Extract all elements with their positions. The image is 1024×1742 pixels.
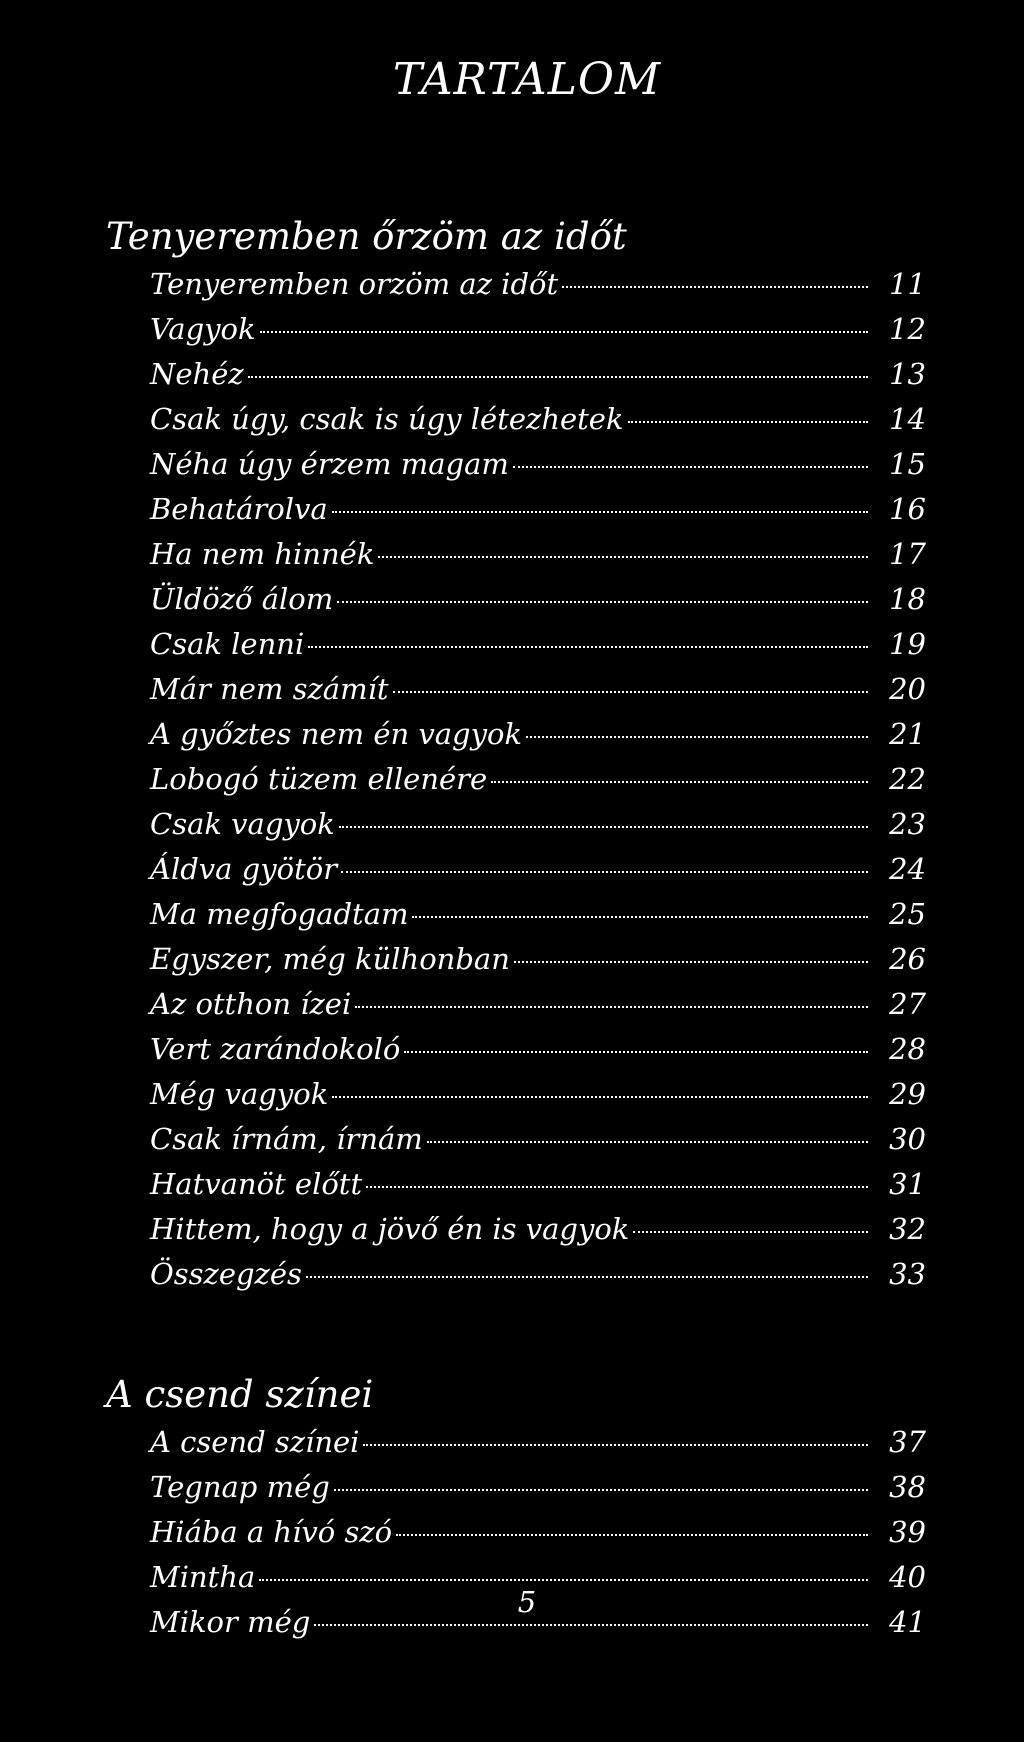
- entry-page-number: 29: [889, 1077, 926, 1111]
- entry-title: Hiába a hívó szó: [150, 1515, 393, 1549]
- entry-title: Még vagyok: [150, 1077, 329, 1111]
- dot-leader: [332, 1096, 868, 1098]
- entry-title: Behatárolva: [150, 492, 328, 526]
- entry-title: Néha úgy érzem magam: [150, 447, 509, 481]
- entry-page-number: 15: [889, 447, 926, 481]
- dot-leader: [259, 1579, 868, 1581]
- toc-entry[interactable]: [150, 1420, 926, 1465]
- toc-entry[interactable]: [150, 1072, 926, 1117]
- entry-title: Az otthon ízei: [150, 987, 352, 1021]
- entry-page-number: 41: [889, 1605, 926, 1639]
- dot-leader: [339, 826, 868, 828]
- entry-page-number: 38: [889, 1470, 926, 1504]
- entry-page-number: 18: [889, 582, 926, 616]
- entry-title: Csak írnám, írnám: [150, 1122, 423, 1156]
- dot-leader: [514, 961, 868, 963]
- dot-leader: [526, 736, 868, 738]
- toc-entry[interactable]: [150, 1252, 926, 1297]
- entry-page-number: 14: [889, 402, 926, 436]
- entry-page-number: 13: [889, 357, 926, 391]
- toc-entry[interactable]: [150, 712, 926, 757]
- dot-leader: [314, 1624, 868, 1626]
- dot-leader: [427, 1141, 868, 1143]
- entry-title: Tenyeremben orzöm az időt: [150, 267, 559, 301]
- section-heading: A csend színei: [106, 1373, 374, 1416]
- toc-section-1: [106, 212, 926, 1297]
- entry-page-number: 17: [889, 537, 926, 571]
- entry-page-number: 31: [889, 1167, 926, 1201]
- entry-title: Összegzés: [150, 1257, 302, 1291]
- entry-title: Nehéz: [150, 357, 244, 391]
- entry-title: Csak vagyok: [150, 807, 335, 841]
- entry-title: Vagyok: [150, 312, 256, 346]
- entry-title: Csak úgy, csak is úgy létezhetek: [150, 402, 624, 436]
- entry-title: Ma megfogadtam: [150, 897, 409, 931]
- entry-page-number: 16: [889, 492, 926, 526]
- entry-page-number: 20: [889, 672, 926, 706]
- entry-title: Hittem, hogy a jövő én is vagyok: [150, 1212, 630, 1246]
- entry-page-number: 32: [889, 1212, 926, 1246]
- toc-entry[interactable]: [150, 532, 926, 577]
- entry-page-number: 25: [889, 897, 926, 931]
- entry-title: Áldva gyötör: [150, 852, 338, 886]
- toc-entry-list: [106, 262, 926, 1297]
- dot-leader: [393, 691, 869, 693]
- dot-leader: [248, 376, 868, 378]
- dot-leader: [332, 511, 868, 513]
- toc-entry[interactable]: [150, 622, 926, 667]
- entry-page-number: 19: [889, 627, 926, 661]
- dot-leader: [363, 1444, 868, 1446]
- dot-leader: [337, 601, 868, 603]
- toc-entry[interactable]: [150, 1027, 926, 1072]
- entry-title: Lobogó tüzem ellenére: [150, 762, 488, 796]
- toc-entry[interactable]: [150, 847, 926, 892]
- entry-page-number: 11: [889, 267, 926, 301]
- entry-page-number: 40: [889, 1560, 926, 1594]
- entry-title: Már nem számít: [150, 672, 389, 706]
- toc-entry[interactable]: [150, 262, 926, 307]
- entry-page-number: 12: [889, 312, 926, 346]
- page-number: 5: [517, 1585, 537, 1619]
- entry-title: Vert zarándokoló: [150, 1032, 401, 1066]
- dot-leader: [308, 646, 868, 648]
- entry-page-number: 30: [889, 1122, 926, 1156]
- entry-page-number: 22: [889, 762, 926, 796]
- dot-leader: [378, 556, 868, 558]
- entry-title: Ha nem hinnék: [150, 537, 375, 571]
- toc-entry[interactable]: [150, 757, 926, 802]
- toc-entry[interactable]: [150, 1117, 926, 1162]
- entry-page-number: 24: [889, 852, 926, 886]
- entry-title: Egyszer, még külhonban: [150, 942, 510, 976]
- toc-entry[interactable]: [150, 802, 926, 847]
- section-heading: Tenyeremben őrzöm az időt: [106, 215, 627, 258]
- entry-title: Tegnap még: [150, 1470, 330, 1504]
- entry-title: Csak lenni: [150, 627, 305, 661]
- entry-title: Mintha: [150, 1560, 256, 1594]
- dot-leader: [562, 286, 868, 288]
- entry-title: Mikor még: [150, 1605, 311, 1639]
- dot-leader: [355, 1006, 868, 1008]
- toc-entry[interactable]: [150, 1510, 926, 1555]
- entry-title: Hatvanöt előtt: [150, 1167, 363, 1201]
- toc-entry[interactable]: [150, 487, 926, 532]
- entry-title: Üldöző álom: [150, 582, 334, 616]
- dot-leader: [513, 466, 868, 468]
- entry-page-number: 23: [889, 807, 926, 841]
- dot-leader: [260, 331, 868, 333]
- entry-page-number: 27: [889, 987, 926, 1021]
- entry-page-number: 37: [889, 1425, 926, 1459]
- dot-leader: [396, 1534, 868, 1536]
- toc-entry[interactable]: [150, 1465, 926, 1510]
- dot-leader: [404, 1051, 868, 1053]
- toc-entry[interactable]: [150, 1207, 926, 1252]
- toc-entry[interactable]: [150, 577, 926, 622]
- entry-title: A győztes nem én vagyok: [150, 717, 523, 751]
- entry-title: A csend színei: [150, 1425, 360, 1459]
- entry-page-number: 26: [889, 942, 926, 976]
- toc-entry[interactable]: [150, 892, 926, 937]
- toc-entry[interactable]: [150, 937, 926, 982]
- toc-entry[interactable]: [150, 397, 926, 442]
- entry-page-number: 39: [889, 1515, 926, 1549]
- entry-page-number: 21: [889, 717, 926, 751]
- entry-page-number: 33: [889, 1257, 926, 1291]
- dot-leader: [306, 1276, 868, 1278]
- toc-entry[interactable]: [150, 307, 926, 352]
- dot-leader: [341, 871, 868, 873]
- dot-leader: [366, 1186, 868, 1188]
- toc-entry[interactable]: [150, 442, 926, 487]
- dot-leader: [491, 781, 868, 783]
- page-title: TARTALOM: [392, 54, 662, 105]
- toc-entry[interactable]: [150, 667, 926, 712]
- dot-leader: [412, 916, 868, 918]
- toc-entry[interactable]: [150, 1162, 926, 1207]
- entry-page-number: 28: [889, 1032, 926, 1066]
- toc-entry[interactable]: [150, 982, 926, 1027]
- dot-leader: [628, 421, 868, 423]
- dot-leader: [633, 1231, 868, 1233]
- toc-entry[interactable]: [150, 352, 926, 397]
- dot-leader: [334, 1489, 868, 1491]
